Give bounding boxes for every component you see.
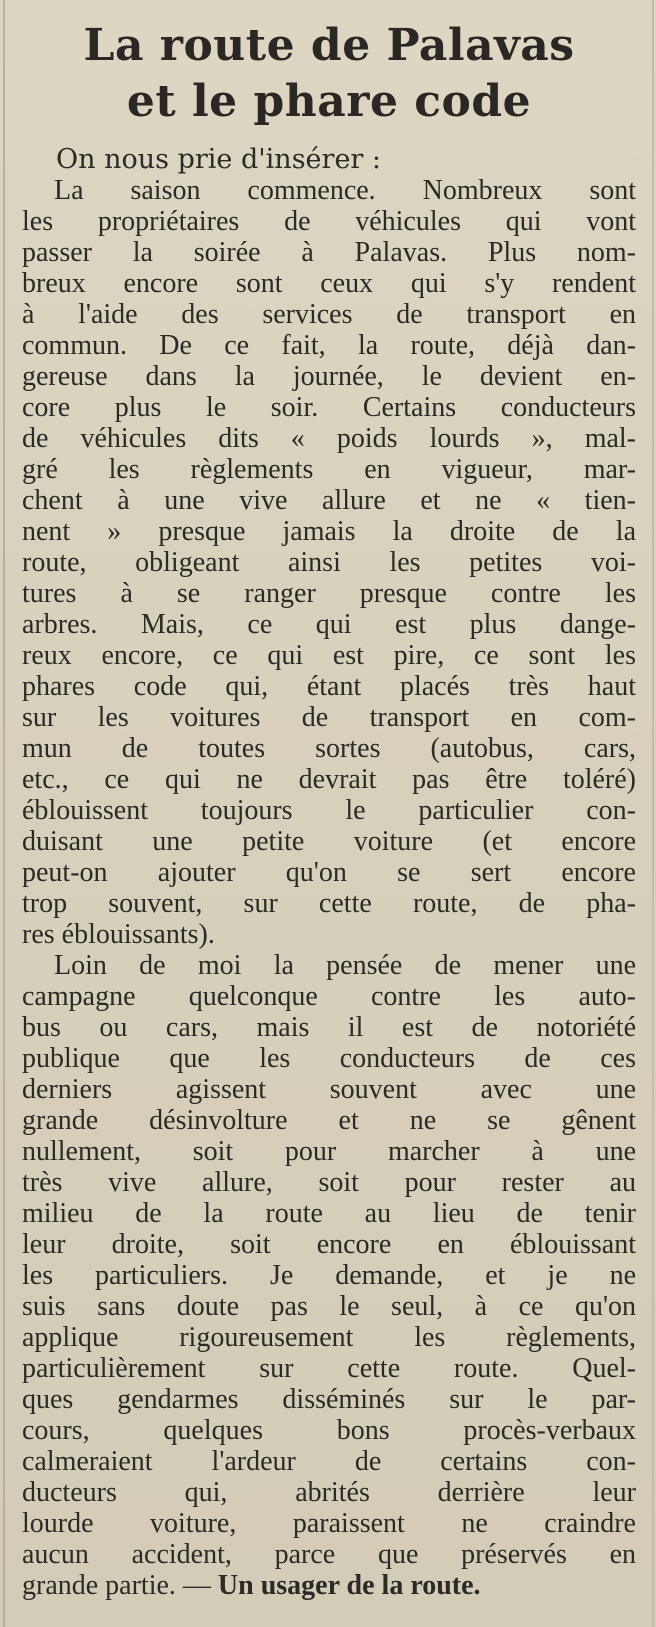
- article-line: gereuse dans la journée, le devient en-: [22, 361, 636, 392]
- article-line: milieu de la route au lieu de tenir: [22, 1198, 636, 1229]
- article-line: nullement, soit pour marcher à une: [22, 1136, 636, 1167]
- article-line: derniers agissent souvent avec une: [22, 1074, 636, 1105]
- article-line: ques gendarmes disséminés sur le par-: [22, 1384, 636, 1415]
- article-line: ducteurs qui, abrités derrière leur: [22, 1477, 636, 1508]
- article-line: nent » presque jamais la droite de la: [22, 516, 636, 547]
- clipping-edge-left: [3, 0, 5, 1627]
- article-line: duisant une petite voiture (et encore: [22, 826, 636, 857]
- closing-text: grande partie. —: [22, 1570, 218, 1601]
- article-paragraph-2: [22, 950, 636, 1570]
- article-line: chent à une vive allure et ne « tien-: [22, 485, 636, 516]
- article-line: etc., ce qui ne devrait pas être toléré): [22, 764, 636, 795]
- article-line: particulièrement sur cette route. Quel-: [22, 1353, 636, 1384]
- article-line: reux encore, ce qui est pire, ce sont les: [22, 640, 636, 671]
- article-line: les particuliers. Je demande, et je ne: [22, 1260, 636, 1291]
- article-signature: Un usager de la route.: [217, 1570, 481, 1601]
- article-line: campagne quelconque contre les auto-: [22, 981, 636, 1012]
- article-line: arbres. Mais, ce qui est plus dange-: [22, 609, 636, 640]
- article-line: peut-on ajouter qu'on se sert encore: [22, 857, 636, 888]
- article-line: passer la soirée à Palavas. Plus nom-: [22, 237, 636, 268]
- article-line: core plus le soir. Certains conducteurs: [22, 392, 636, 423]
- article-line: éblouissent toujours le particulier con-: [22, 795, 636, 826]
- article-line: breux encore sont ceux qui s'y rendent: [22, 268, 636, 299]
- article-line: leur droite, soit encore en éblouissant: [22, 1229, 636, 1260]
- article-line: tures à se ranger presque contre les: [22, 578, 636, 609]
- article-line: cours, quelques bons procès-verbaux: [22, 1415, 636, 1446]
- article-line: trop souvent, sur cette route, de pha-: [22, 888, 636, 919]
- article-line: grande désinvolture et ne se gênent: [22, 1105, 636, 1136]
- clipping-edge-right: [652, 0, 654, 1627]
- article-line: bus ou cars, mais il est de notoriété: [22, 1012, 636, 1043]
- article-headline: [22, 18, 636, 130]
- article-line: phares code qui, étant placés très haut: [22, 671, 636, 702]
- article-line: de véhicules dits « poids lourds », mal-: [22, 423, 636, 454]
- article-closing-line: [22, 1570, 636, 1601]
- article-line: applique rigoureusement les règlements,: [22, 1322, 636, 1353]
- article-line: les propriétaires de véhicules qui vont: [22, 206, 636, 237]
- article-line: suis sans doute pas le seul, à ce qu'on: [22, 1291, 636, 1322]
- article-line: Loin de moi la pensée de mener une: [54, 950, 636, 981]
- article-line: aucun accident, parce que préservés en: [22, 1539, 636, 1570]
- article-line: lourde voiture, paraissent ne craindre: [22, 1508, 636, 1539]
- article-line: à l'aide des services de transport en: [22, 299, 636, 330]
- article-line: calmeraient l'ardeur de certains con-: [22, 1446, 636, 1477]
- article-line: commun. De ce fait, la route, déjà dan-: [22, 330, 636, 361]
- article-line: sur les voitures de transport en com-: [22, 702, 636, 733]
- article-line: gré les règlements en vigueur, mar-: [22, 454, 636, 485]
- article-line: La saison commence. Nombreux sont: [54, 175, 636, 206]
- article-line: publique que les conducteurs de ces: [22, 1043, 636, 1074]
- article-line: mun de toutes sortes (autobus, cars,: [22, 733, 636, 764]
- article-intro: On nous prie d'insérer :: [56, 144, 382, 175]
- article-line: très vive allure, soit pour rester au: [22, 1167, 636, 1198]
- headline-line-1: La route de Palavas: [83, 20, 575, 71]
- article-line: route, obligeant ainsi les petites voi-: [22, 547, 636, 578]
- headline-line-2: et le phare code: [126, 76, 532, 127]
- article-paragraph-1: [22, 175, 636, 950]
- article-line: res éblouissants).: [22, 919, 215, 950]
